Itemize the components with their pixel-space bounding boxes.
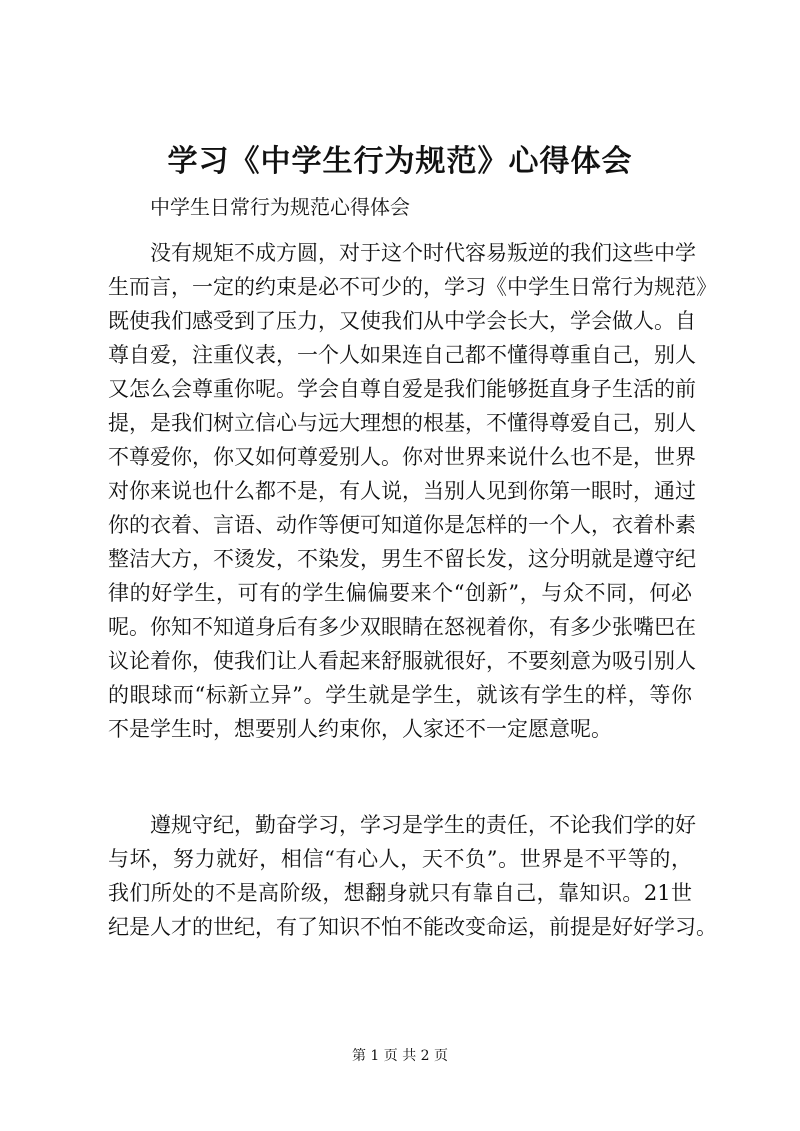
document-title: 学习《中学生行为规范》心得体会 (167, 144, 633, 179)
paragraph-1-line-2: 生而言，一定的约束是必不可少的，学习《中学生日常行为规范》 (108, 275, 717, 299)
paragraph-1-line-7: 不尊爱你，你又如何尊爱别人。你对世界来说什么也不是，世界 (108, 445, 696, 469)
paragraph-1-line-13: 议论着你，使我们让人看起来舒服就很好，不要刻意为吸引别人 (108, 649, 696, 673)
paragraph-2-line-4: 纪是人才的世纪，有了知识不怕不能改变命运，前提是好好学习。 (108, 915, 717, 939)
paragraph-1-line-11: 律的好学生，可有的学生偏偏要来个“创新”，与众不同，何必 (108, 581, 692, 605)
paragraph-1-line-5: 又怎么会尊重你呢。学会自尊自爱是我们能够挺直身子生活的前 (108, 377, 696, 401)
paragraph-1-line-12: 呢。你知不知道身后有多少双眼睛在怒视着你，有多少张嘴巴在 (108, 615, 696, 639)
paragraph-1-line-9: 你的衣着、言语、动作等便可知道你是怎样的一个人，衣着朴素 (108, 513, 696, 537)
paragraph-1-line-6: 提，是我们树立信心与远大理想的根基，不懂得尊爱自己，别人 (108, 411, 696, 435)
paragraph-1-line-4: 尊自爱，注重仪表，一个人如果连自己都不懂得尊重自己，别人 (108, 343, 696, 367)
paragraph-2-line-1: 遵规守纪，勤奋学习，学习是学生的责任，不论我们学的好 (150, 813, 696, 837)
paragraph-2-line-3: 我们所处的不是高阶级，想翻身就只有靠自己，靠知识。21世 (108, 881, 692, 905)
paragraph-1-line-15: 不是学生时，想要别人约束你，人家还不一定愿意呢。 (108, 717, 612, 741)
paragraph-1-line-8: 对你来说也什么都不是，有人说，当别人见到你第一眼时，通过 (108, 479, 696, 503)
paragraph-1-line-3: 既使我们感受到了压力，又使我们从中学会长大，学会做人。自 (108, 309, 696, 333)
document-subtitle: 中学生日常行为规范心得体会 (150, 195, 410, 219)
paragraph-1-line-1: 没有规矩不成方圆，对于这个时代容易叛逆的我们这些中学 (150, 241, 696, 265)
paragraph-2-line-2: 与坏，努力就好，相信“有心人，天不负”。世界是不平等的， (108, 847, 692, 871)
paragraph-1-line-10: 整洁大方，不烫发，不染发，男生不留长发，这分明就是遵守纪 (108, 547, 696, 571)
page-footer: 第 1 页 共 2 页 (351, 1048, 449, 1064)
paragraph-1-line-14: 的眼球而“标新立异”。学生就是学生，就该有学生的样，等你 (108, 683, 692, 707)
